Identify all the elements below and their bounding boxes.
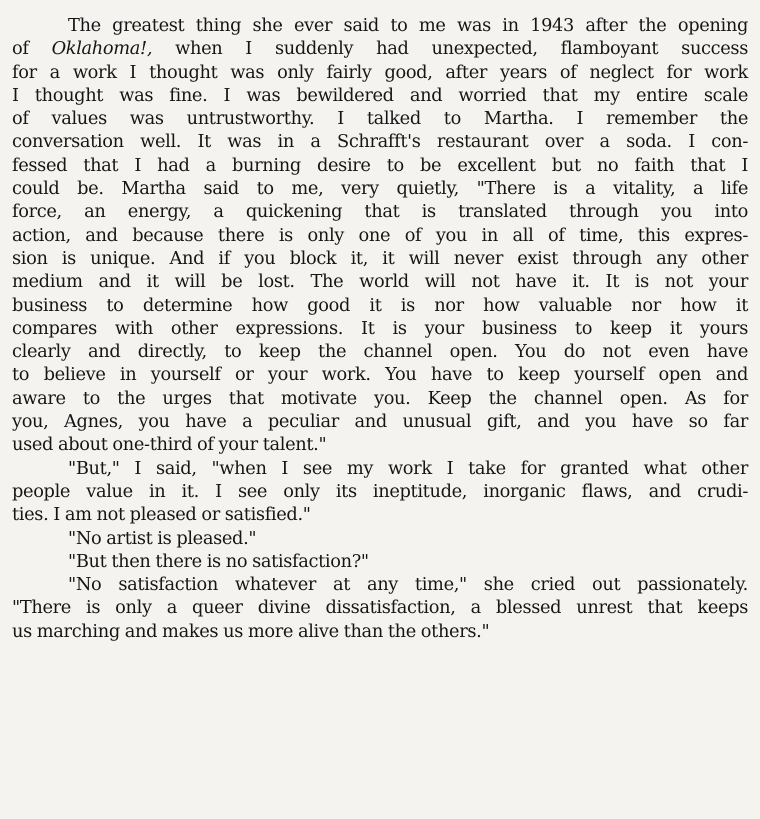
text-line: conversation well. It was in a Schrafft's restaurant over a soda. I con- [12, 131, 748, 153]
text-line: used about one-third of your talent." [12, 434, 327, 456]
text-line: could be. Martha said to me, very quietly, "There is a vitality, a life [12, 178, 748, 200]
text-line: you, Agnes, you have a peculiar and unusual gift, and you have so far [12, 411, 748, 433]
text-line: medium and it will be lost. The world will not have it. It is not your [12, 271, 748, 293]
text-line: "But then there is no satisfaction?" [68, 550, 369, 572]
text-line: "But," I said, "when I see my work I take for granted what other [68, 457, 748, 479]
text-line: I thought was fine. I was bewildered and worried that my entire scale [12, 84, 748, 106]
text-line: ties. I am not pleased or satisfied." [12, 504, 311, 526]
paragraph-2 [12, 457, 748, 527]
text-line: people value in it. I see only its ineptitude, inorganic flaws, and crudi- [12, 480, 748, 502]
text-line: sion is unique. And if you block it, it will never exist through any other [12, 247, 748, 269]
text-line [12, 37, 748, 60]
text-line: compares with other expressions. It is your business to keep it yours [12, 317, 748, 339]
paragraph-4 [12, 550, 748, 573]
text-line: aware to the urges that motivate you. Keep the channel open. As for [12, 387, 748, 409]
text-line: The greatest thing she ever said to me was in 1943 after the opening [68, 15, 748, 36]
text-line: for a work I thought was only fairly good, after years of neglect for work [12, 61, 748, 83]
paragraph-3 [12, 527, 748, 550]
text-line: to believe in yourself or your work. You have to keep yourself open and [12, 364, 748, 386]
text-line: "No artist is pleased." [68, 527, 257, 549]
paragraph-1 [12, 14, 748, 457]
text-fragment: of [12, 38, 29, 60]
text-line: "There is only a queer divine dissatisfaction, a blessed unrest that keeps [12, 597, 748, 619]
text-fragment: when I suddenly had unexpected, flamboyant success [175, 38, 748, 60]
text-line: clearly and directly, to keep the channel open. You do not even have [12, 341, 748, 363]
text-line: force, an energy, a quickening that is translated through you into [12, 201, 748, 223]
text-line: of values was untrustworthy. I talked to Martha. I remember the [12, 108, 748, 130]
paragraph-5 [12, 573, 748, 643]
text-line: action, and because there is only one of you in all of time, this expres- [12, 224, 748, 246]
text-line: fessed that I had a burning desire to be excellent but no faith that I [12, 154, 748, 176]
show-title: Oklahoma!, [51, 38, 153, 60]
text-line: us marching and makes us more alive than the others." [12, 620, 490, 642]
text-line: business to determine how good it is nor how valuable nor how it [12, 294, 748, 316]
book-excerpt-text [12, 14, 748, 643]
text-line: "No satisfaction whatever at any time," she cried out passionately. [68, 574, 748, 596]
